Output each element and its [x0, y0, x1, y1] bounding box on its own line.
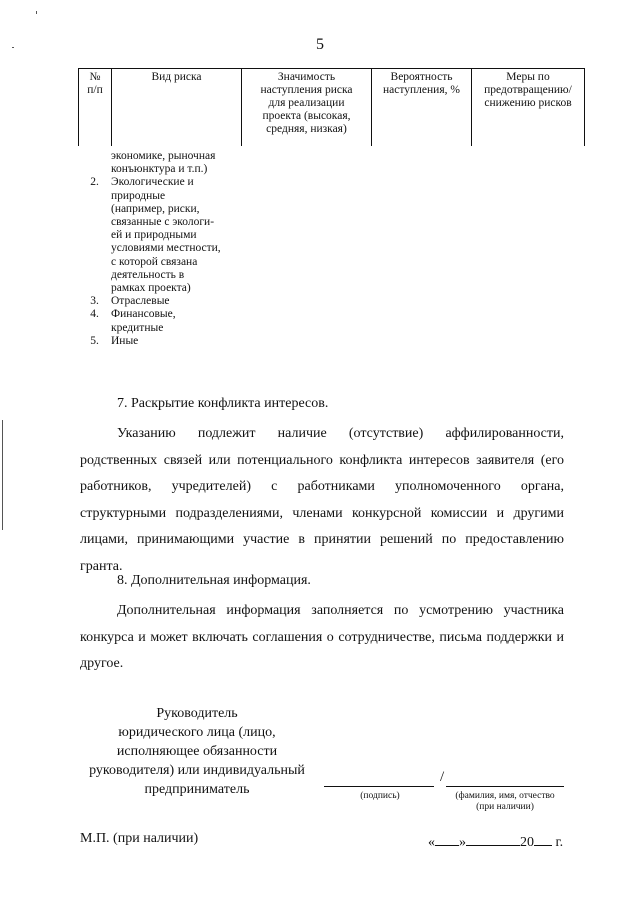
- section-7-text: Указанию подлежит наличие (отсутствие) аффилированности, родственных связей или потенциального конфликта интересов заявителя (его работников, учредителей) с работниками уполномоченного органа, структурными подразделениями, членами конкурсной комиссии и другими лицами, принимающими участие в принятии решений по предоставлению гранта.: [80, 426, 564, 574]
- risk-name: Отраслевые: [111, 295, 170, 308]
- date-field: [428, 831, 563, 851]
- scan-dot: [12, 47, 14, 48]
- risk-row: [78, 308, 278, 334]
- signature-line: [324, 786, 434, 787]
- month-blank: [466, 831, 520, 846]
- section-8: [80, 573, 564, 678]
- risk-name: Экологические и природные (например, риски, связанные с экологи- ей и природными условиями местности, с которой связана деятельность в рамках проекта): [111, 176, 221, 295]
- table-header-row: [79, 69, 585, 147]
- section-7-title: 7. Раскрытие конфликта интересов.: [117, 396, 329, 411]
- name-line: [446, 786, 564, 787]
- name-caption: (фамилия, имя, отчество (при наличии): [455, 791, 555, 812]
- section-8-text: Дополнительная информация заполняется по усмотрению участника конкурса и может включать соглашения о сотрудничестве, письма поддержки и другое.: [80, 603, 564, 671]
- scan-edge-mark: [2, 420, 3, 530]
- risk-name: Финансовые, кредитные: [111, 308, 176, 334]
- risk-name: экономике, рыночная конъюнктура и т.п.): [111, 150, 216, 176]
- risk-row: [78, 335, 278, 348]
- year-blank: [534, 831, 552, 846]
- year-prefix: 20: [520, 835, 534, 850]
- risk-row: [78, 150, 278, 176]
- table-header-cell: Вид риска: [112, 69, 242, 147]
- signature-position: Руководитель юридического лица (лицо, исполняющее обязанности руководителя) или индивидуальный предприниматель: [89, 706, 305, 797]
- year-suffix: г.: [555, 835, 564, 850]
- risk-number: 5.: [90, 334, 99, 347]
- stamp-label: М.П. (при наличии): [80, 831, 199, 846]
- risk-number: 2.: [90, 176, 99, 189]
- date-open-quote: «: [428, 835, 435, 850]
- risk-row: [78, 176, 278, 295]
- page-number: 5: [316, 36, 324, 53]
- signature-caption: (подпись): [360, 791, 400, 801]
- table-header-cell: Меры по предотвращению/ снижению рисков: [472, 69, 585, 147]
- risk-number: 4.: [90, 308, 99, 321]
- day-blank: [435, 831, 459, 846]
- table-header-cell: Вероятность наступления, %: [372, 69, 472, 147]
- date-close-quote: »: [459, 835, 466, 850]
- signature-slash: /: [440, 769, 445, 785]
- table-header-cell: № п/п: [79, 69, 112, 147]
- scan-dot: [36, 11, 37, 14]
- risk-rows: [78, 150, 278, 348]
- risk-number: 3.: [90, 295, 99, 308]
- risk-row: [78, 295, 278, 308]
- risk-name: Иные: [111, 334, 139, 347]
- section-7: [80, 396, 564, 580]
- section-8-title: 8. Дополнительная информация.: [117, 573, 311, 588]
- risk-table: [78, 68, 585, 146]
- table-header-cell: Значимость наступления риска для реализации проекта (высокая, средняя, низкая): [242, 69, 372, 147]
